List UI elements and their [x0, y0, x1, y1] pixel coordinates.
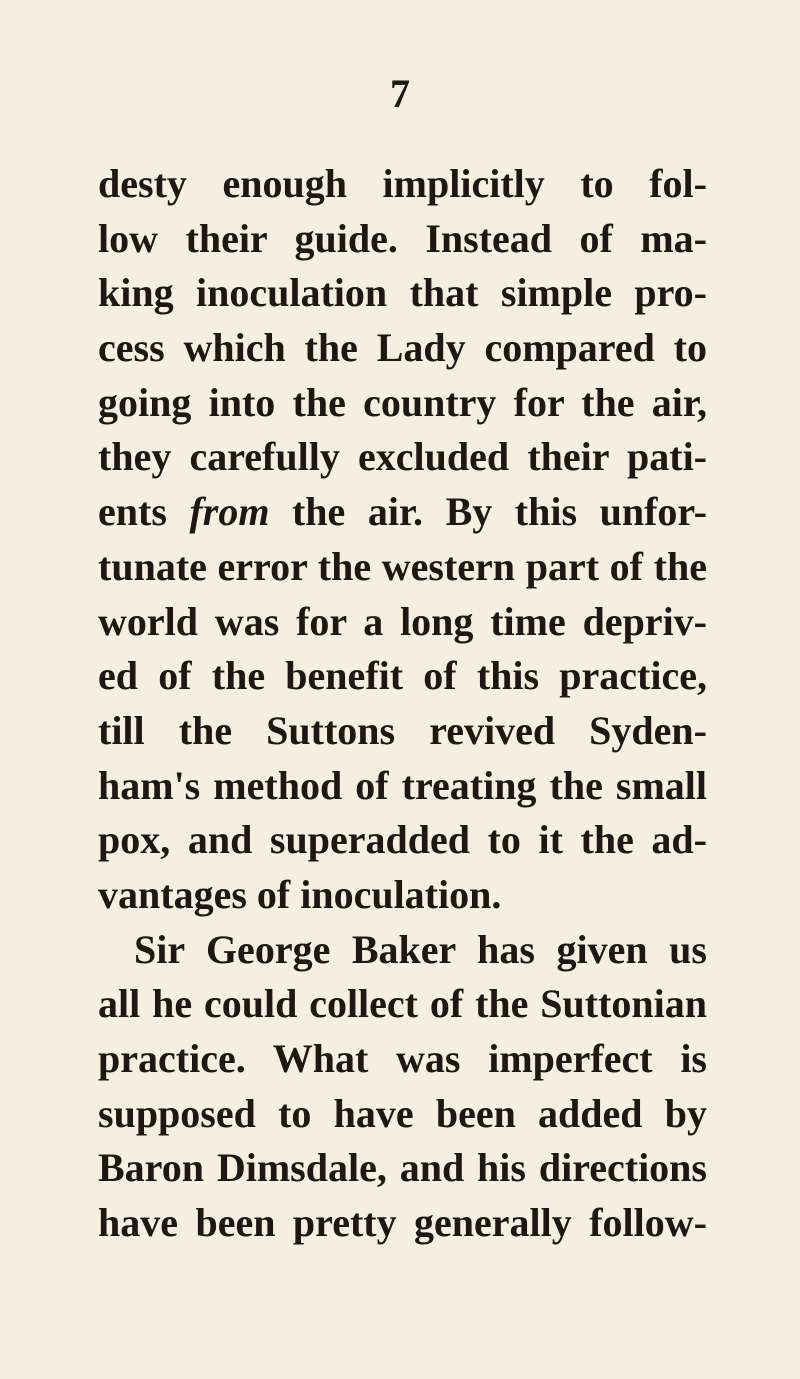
- text-line: going into the country for the air,: [98, 379, 707, 425]
- text-line: low their guide. Instead of ma-: [98, 215, 707, 261]
- page-number: 7: [390, 71, 410, 116]
- text-line: all he could collect of the Suttonian: [98, 981, 707, 1027]
- text-line-with-emphasis: [98, 485, 707, 540]
- text-line: ham's method of treating the small: [98, 762, 707, 808]
- paragraph-start-line: Sir George Baker has given us: [134, 926, 707, 972]
- text-line: ed of the benefit of this practice,: [98, 653, 707, 699]
- text-line: they carefully excluded their pati-: [98, 434, 707, 480]
- text-segment: ents: [98, 489, 167, 535]
- italic-word: from: [189, 489, 270, 535]
- body-text: [98, 157, 707, 1251]
- text-line: have been pretty generally follow-: [98, 1200, 707, 1246]
- text-line: supposed to have been added by: [98, 1090, 707, 1136]
- text-segment: the air. By this unfor-: [291, 489, 708, 535]
- text-line: cess which the Lady compared to: [98, 325, 707, 371]
- text-line: till the Suttons revived Syden-: [98, 707, 707, 753]
- text-line: pox, and superadded to it the ad-: [98, 817, 707, 863]
- text-line: tunate error the western part of the: [98, 543, 707, 589]
- text-line: desty enough implicitly to fol-: [98, 161, 707, 206]
- paragraph-end-line: vantages of inoculation.: [98, 871, 502, 917]
- text-line: king inoculation that simple pro-: [98, 270, 707, 316]
- text-line: world was for a long time depriv-: [98, 598, 707, 644]
- text-line: Baron Dimsdale, and his directions: [98, 1145, 707, 1191]
- text-line: practice. What was imperfect is: [98, 1036, 707, 1081]
